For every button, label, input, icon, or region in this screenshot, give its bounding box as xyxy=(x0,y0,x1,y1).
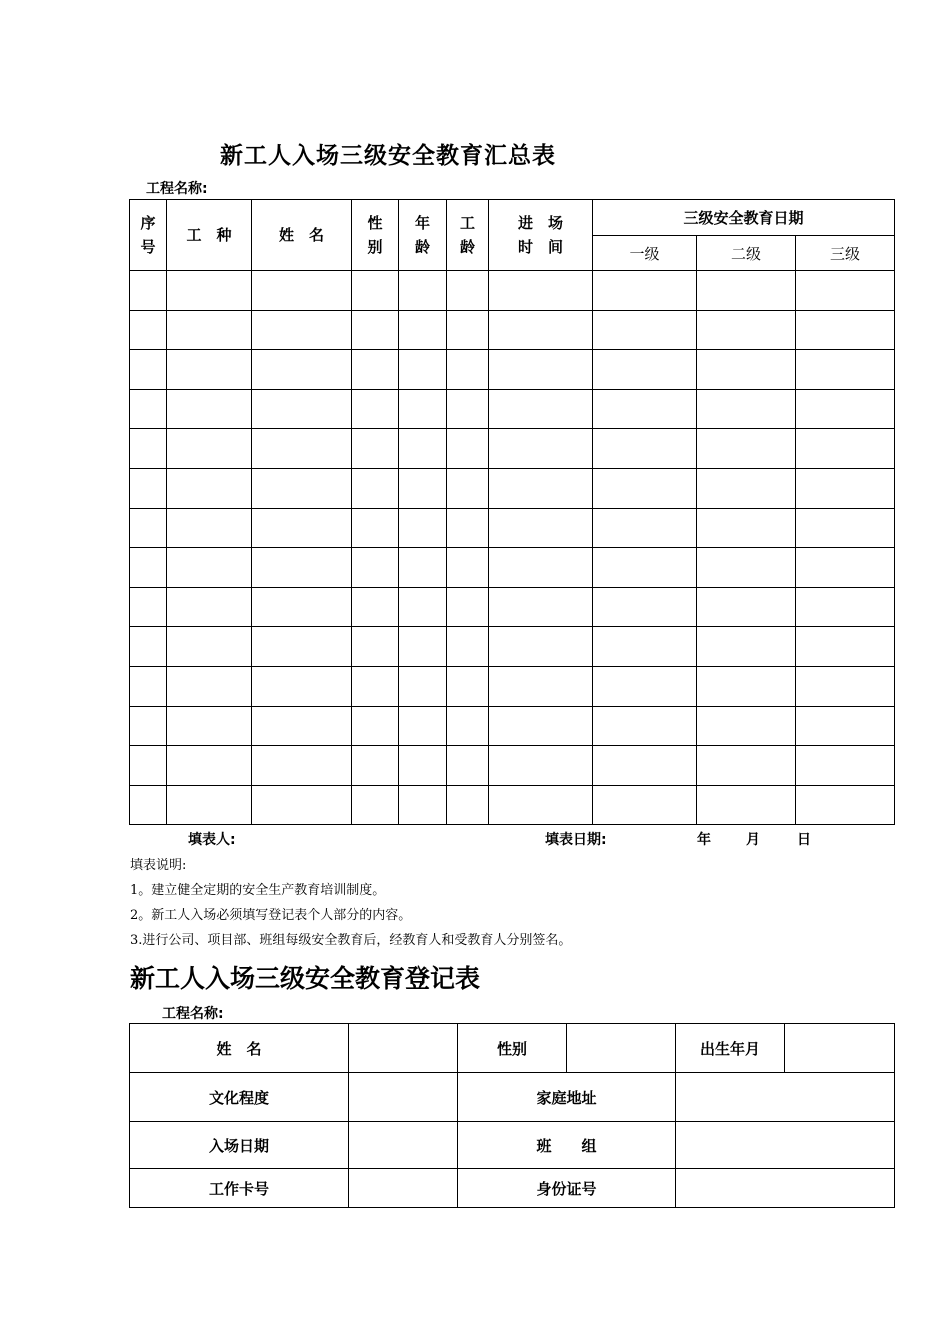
register-team-label: 班 组 xyxy=(458,1122,676,1169)
register-birth-value[interactable] xyxy=(785,1024,895,1073)
table-cell[interactable] xyxy=(796,548,895,588)
header-entry-time: 进 场 时 间 xyxy=(489,200,593,271)
table-cell[interactable] xyxy=(489,785,593,825)
table-cell[interactable] xyxy=(697,508,796,548)
table-cell[interactable] xyxy=(447,468,489,508)
fill-date-label: 填表日期: xyxy=(545,832,607,848)
header-edu-date: 三级安全教育日期 xyxy=(593,200,895,236)
table-cell[interactable] xyxy=(489,310,593,350)
table-cell[interactable] xyxy=(489,508,593,548)
register-table xyxy=(129,1023,895,1208)
table-cell[interactable] xyxy=(697,746,796,786)
table-cell[interactable] xyxy=(130,746,167,786)
table-cell[interactable] xyxy=(796,785,895,825)
table-cell[interactable] xyxy=(796,271,895,311)
table-cell[interactable] xyxy=(399,785,447,825)
table-row xyxy=(130,746,895,786)
table-cell[interactable] xyxy=(399,429,447,469)
fill-date-year: 年 xyxy=(697,832,711,848)
register-address-value[interactable] xyxy=(676,1073,895,1122)
filler-label: 填表人: xyxy=(188,832,236,848)
register-name-label: 姓 名 xyxy=(130,1024,349,1073)
table-cell[interactable] xyxy=(399,548,447,588)
header-seq: 序 号 xyxy=(130,200,167,271)
table-cell[interactable] xyxy=(447,429,489,469)
table-cell[interactable] xyxy=(447,310,489,350)
table-cell[interactable] xyxy=(593,706,697,746)
table-cell[interactable] xyxy=(399,468,447,508)
table-cell[interactable] xyxy=(167,389,252,429)
table-cell[interactable] xyxy=(399,310,447,350)
table-cell[interactable] xyxy=(399,271,447,311)
table-cell[interactable] xyxy=(489,746,593,786)
table-cell[interactable] xyxy=(167,271,252,311)
table-cell[interactable] xyxy=(489,429,593,469)
table-cell[interactable] xyxy=(796,389,895,429)
table-cell[interactable] xyxy=(167,666,252,706)
table-cell[interactable] xyxy=(447,587,489,627)
notes-item-3: 3.进行公司、项目部、班组每级安全教育后，经教育人和受教育人分别签名。 xyxy=(130,933,572,948)
table-cell[interactable] xyxy=(130,706,167,746)
table-cell[interactable] xyxy=(593,666,697,706)
table-cell[interactable] xyxy=(252,548,352,588)
table-cell[interactable] xyxy=(489,706,593,746)
register-birth-label: 出生年月 xyxy=(676,1024,785,1073)
table-cell[interactable] xyxy=(489,271,593,311)
fill-date-day: 日 xyxy=(797,832,811,848)
table-cell[interactable] xyxy=(352,627,399,667)
table-cell[interactable] xyxy=(352,271,399,311)
table-row xyxy=(130,350,895,390)
table-row xyxy=(130,429,895,469)
table-cell[interactable] xyxy=(447,666,489,706)
table-cell[interactable] xyxy=(352,785,399,825)
table-cell[interactable] xyxy=(399,587,447,627)
table-cell[interactable] xyxy=(167,468,252,508)
summary-project-label: 工程名称: xyxy=(146,181,208,197)
table-cell[interactable] xyxy=(252,468,352,508)
table-cell[interactable] xyxy=(697,389,796,429)
table-row xyxy=(130,310,895,350)
table-cell[interactable] xyxy=(593,508,697,548)
table-cell[interactable] xyxy=(593,587,697,627)
table-cell[interactable] xyxy=(130,666,167,706)
summary-title: 新工人入场三级安全教育汇总表 xyxy=(220,142,556,169)
register-education-value[interactable] xyxy=(349,1073,458,1122)
table-row xyxy=(130,587,895,627)
table-cell[interactable] xyxy=(252,508,352,548)
table-cell[interactable] xyxy=(593,746,697,786)
table-cell[interactable] xyxy=(352,389,399,429)
table-cell[interactable] xyxy=(796,746,895,786)
table-cell[interactable] xyxy=(593,389,697,429)
table-row xyxy=(130,785,895,825)
table-row xyxy=(130,666,895,706)
table-row xyxy=(130,468,895,508)
table-cell[interactable] xyxy=(447,627,489,667)
table-cell[interactable] xyxy=(697,785,796,825)
table-cell[interactable] xyxy=(697,271,796,311)
table-cell[interactable] xyxy=(697,310,796,350)
table-cell[interactable] xyxy=(252,310,352,350)
table-cell[interactable] xyxy=(447,746,489,786)
register-entry-date-value[interactable] xyxy=(349,1122,458,1169)
table-cell[interactable] xyxy=(796,508,895,548)
table-cell[interactable] xyxy=(489,666,593,706)
table-row xyxy=(130,627,895,667)
table-cell[interactable] xyxy=(489,587,593,627)
table-cell[interactable] xyxy=(593,627,697,667)
table-cell[interactable] xyxy=(489,468,593,508)
notes-item-1: 1。建立健全定期的安全生产教育培训制度。 xyxy=(130,883,386,898)
table-cell[interactable] xyxy=(252,666,352,706)
table-cell[interactable] xyxy=(167,429,252,469)
table-cell[interactable] xyxy=(697,548,796,588)
table-cell[interactable] xyxy=(447,706,489,746)
header-age: 年 龄 xyxy=(399,200,447,271)
header-gender: 性 别 xyxy=(352,200,399,271)
header-level1: 一级 xyxy=(593,236,697,271)
table-cell[interactable] xyxy=(352,429,399,469)
table-cell[interactable] xyxy=(352,706,399,746)
register-entry-date-label: 入场日期 xyxy=(130,1122,349,1169)
table-cell[interactable] xyxy=(252,746,352,786)
header-job: 工 种 xyxy=(167,200,252,271)
register-team-value[interactable] xyxy=(676,1122,895,1169)
table-cell[interactable] xyxy=(796,706,895,746)
table-cell[interactable] xyxy=(130,310,167,350)
table-cell[interactable] xyxy=(593,548,697,588)
register-work-card-label: 工作卡号 xyxy=(130,1169,349,1208)
table-cell[interactable] xyxy=(489,350,593,390)
table-cell[interactable] xyxy=(399,508,447,548)
table-cell[interactable] xyxy=(697,666,796,706)
table-cell[interactable] xyxy=(447,548,489,588)
table-cell[interactable] xyxy=(352,468,399,508)
table-cell[interactable] xyxy=(796,468,895,508)
table-cell[interactable] xyxy=(447,389,489,429)
notes-item-2: 2。新工人入场必须填写登记表个人部分的内容。 xyxy=(130,908,412,923)
table-cell[interactable] xyxy=(130,350,167,390)
table-cell[interactable] xyxy=(796,350,895,390)
table-cell[interactable] xyxy=(167,785,252,825)
summary-table xyxy=(129,199,895,825)
table-cell[interactable] xyxy=(593,468,697,508)
table-cell[interactable] xyxy=(130,468,167,508)
table-row xyxy=(130,389,895,429)
table-cell[interactable] xyxy=(352,508,399,548)
table-cell[interactable] xyxy=(130,785,167,825)
table-cell[interactable] xyxy=(252,627,352,667)
register-id-label: 身份证号 xyxy=(458,1169,676,1208)
fill-date-month: 月 xyxy=(746,832,760,848)
table-cell[interactable] xyxy=(796,587,895,627)
table-cell[interactable] xyxy=(447,271,489,311)
table-cell[interactable] xyxy=(252,271,352,311)
table-cell[interactable] xyxy=(130,389,167,429)
register-project-label: 工程名称: xyxy=(162,1006,224,1022)
table-cell[interactable] xyxy=(252,785,352,825)
table-cell[interactable] xyxy=(593,429,697,469)
table-cell[interactable] xyxy=(130,271,167,311)
register-education-label: 文化程度 xyxy=(130,1073,349,1122)
header-seniority: 工 龄 xyxy=(447,200,489,271)
table-cell[interactable] xyxy=(447,350,489,390)
table-cell[interactable] xyxy=(489,627,593,667)
table-cell[interactable] xyxy=(593,350,697,390)
table-cell[interactable] xyxy=(593,271,697,311)
table-cell[interactable] xyxy=(697,429,796,469)
table-cell[interactable] xyxy=(796,666,895,706)
table-row xyxy=(130,271,895,311)
table-cell[interactable] xyxy=(252,389,352,429)
table-cell[interactable] xyxy=(447,508,489,548)
table-cell[interactable] xyxy=(796,310,895,350)
register-gender-value[interactable] xyxy=(567,1024,676,1073)
table-cell[interactable] xyxy=(697,468,796,508)
table-cell[interactable] xyxy=(167,548,252,588)
table-cell[interactable] xyxy=(399,627,447,667)
table-cell[interactable] xyxy=(130,429,167,469)
table-cell[interactable] xyxy=(593,785,697,825)
table-row xyxy=(130,706,895,746)
register-title: 新工人入场三级安全教育登记表 xyxy=(130,964,481,993)
table-cell[interactable] xyxy=(796,429,895,469)
table-cell[interactable] xyxy=(130,508,167,548)
table-cell[interactable] xyxy=(489,389,593,429)
table-cell[interactable] xyxy=(399,350,447,390)
table-cell[interactable] xyxy=(489,548,593,588)
table-cell[interactable] xyxy=(167,587,252,627)
table-cell[interactable] xyxy=(796,627,895,667)
header-level2: 二级 xyxy=(697,236,796,271)
table-cell[interactable] xyxy=(399,706,447,746)
table-cell[interactable] xyxy=(167,508,252,548)
register-id-value[interactable] xyxy=(676,1169,895,1208)
table-cell[interactable] xyxy=(252,587,352,627)
table-cell[interactable] xyxy=(697,706,796,746)
table-cell[interactable] xyxy=(167,627,252,667)
register-gender-label: 性别 xyxy=(458,1024,567,1073)
table-cell[interactable] xyxy=(130,627,167,667)
table-cell[interactable] xyxy=(352,310,399,350)
table-cell[interactable] xyxy=(167,310,252,350)
table-cell[interactable] xyxy=(130,548,167,588)
header-level3: 三级 xyxy=(796,236,895,271)
table-cell[interactable] xyxy=(352,746,399,786)
table-cell[interactable] xyxy=(399,666,447,706)
register-name-value[interactable] xyxy=(349,1024,458,1073)
table-cell[interactable] xyxy=(252,429,352,469)
table-cell[interactable] xyxy=(447,785,489,825)
table-cell[interactable] xyxy=(130,587,167,627)
table-cell[interactable] xyxy=(252,706,352,746)
table-cell[interactable] xyxy=(252,350,352,390)
table-cell[interactable] xyxy=(697,587,796,627)
table-cell[interactable] xyxy=(399,746,447,786)
table-cell[interactable] xyxy=(352,587,399,627)
notes-heading: 填表说明: xyxy=(130,858,187,873)
table-cell[interactable] xyxy=(167,746,252,786)
table-cell[interactable] xyxy=(167,706,252,746)
register-work-card-value[interactable] xyxy=(349,1169,458,1208)
table-cell[interactable] xyxy=(352,548,399,588)
register-address-label: 家庭地址 xyxy=(458,1073,676,1122)
table-cell[interactable] xyxy=(593,310,697,350)
table-cell[interactable] xyxy=(352,350,399,390)
table-cell[interactable] xyxy=(697,627,796,667)
table-row xyxy=(130,508,895,548)
table-cell[interactable] xyxy=(352,666,399,706)
table-row xyxy=(130,548,895,588)
table-cell[interactable] xyxy=(697,350,796,390)
table-cell[interactable] xyxy=(399,389,447,429)
table-cell[interactable] xyxy=(167,350,252,390)
header-name: 姓 名 xyxy=(252,200,352,271)
